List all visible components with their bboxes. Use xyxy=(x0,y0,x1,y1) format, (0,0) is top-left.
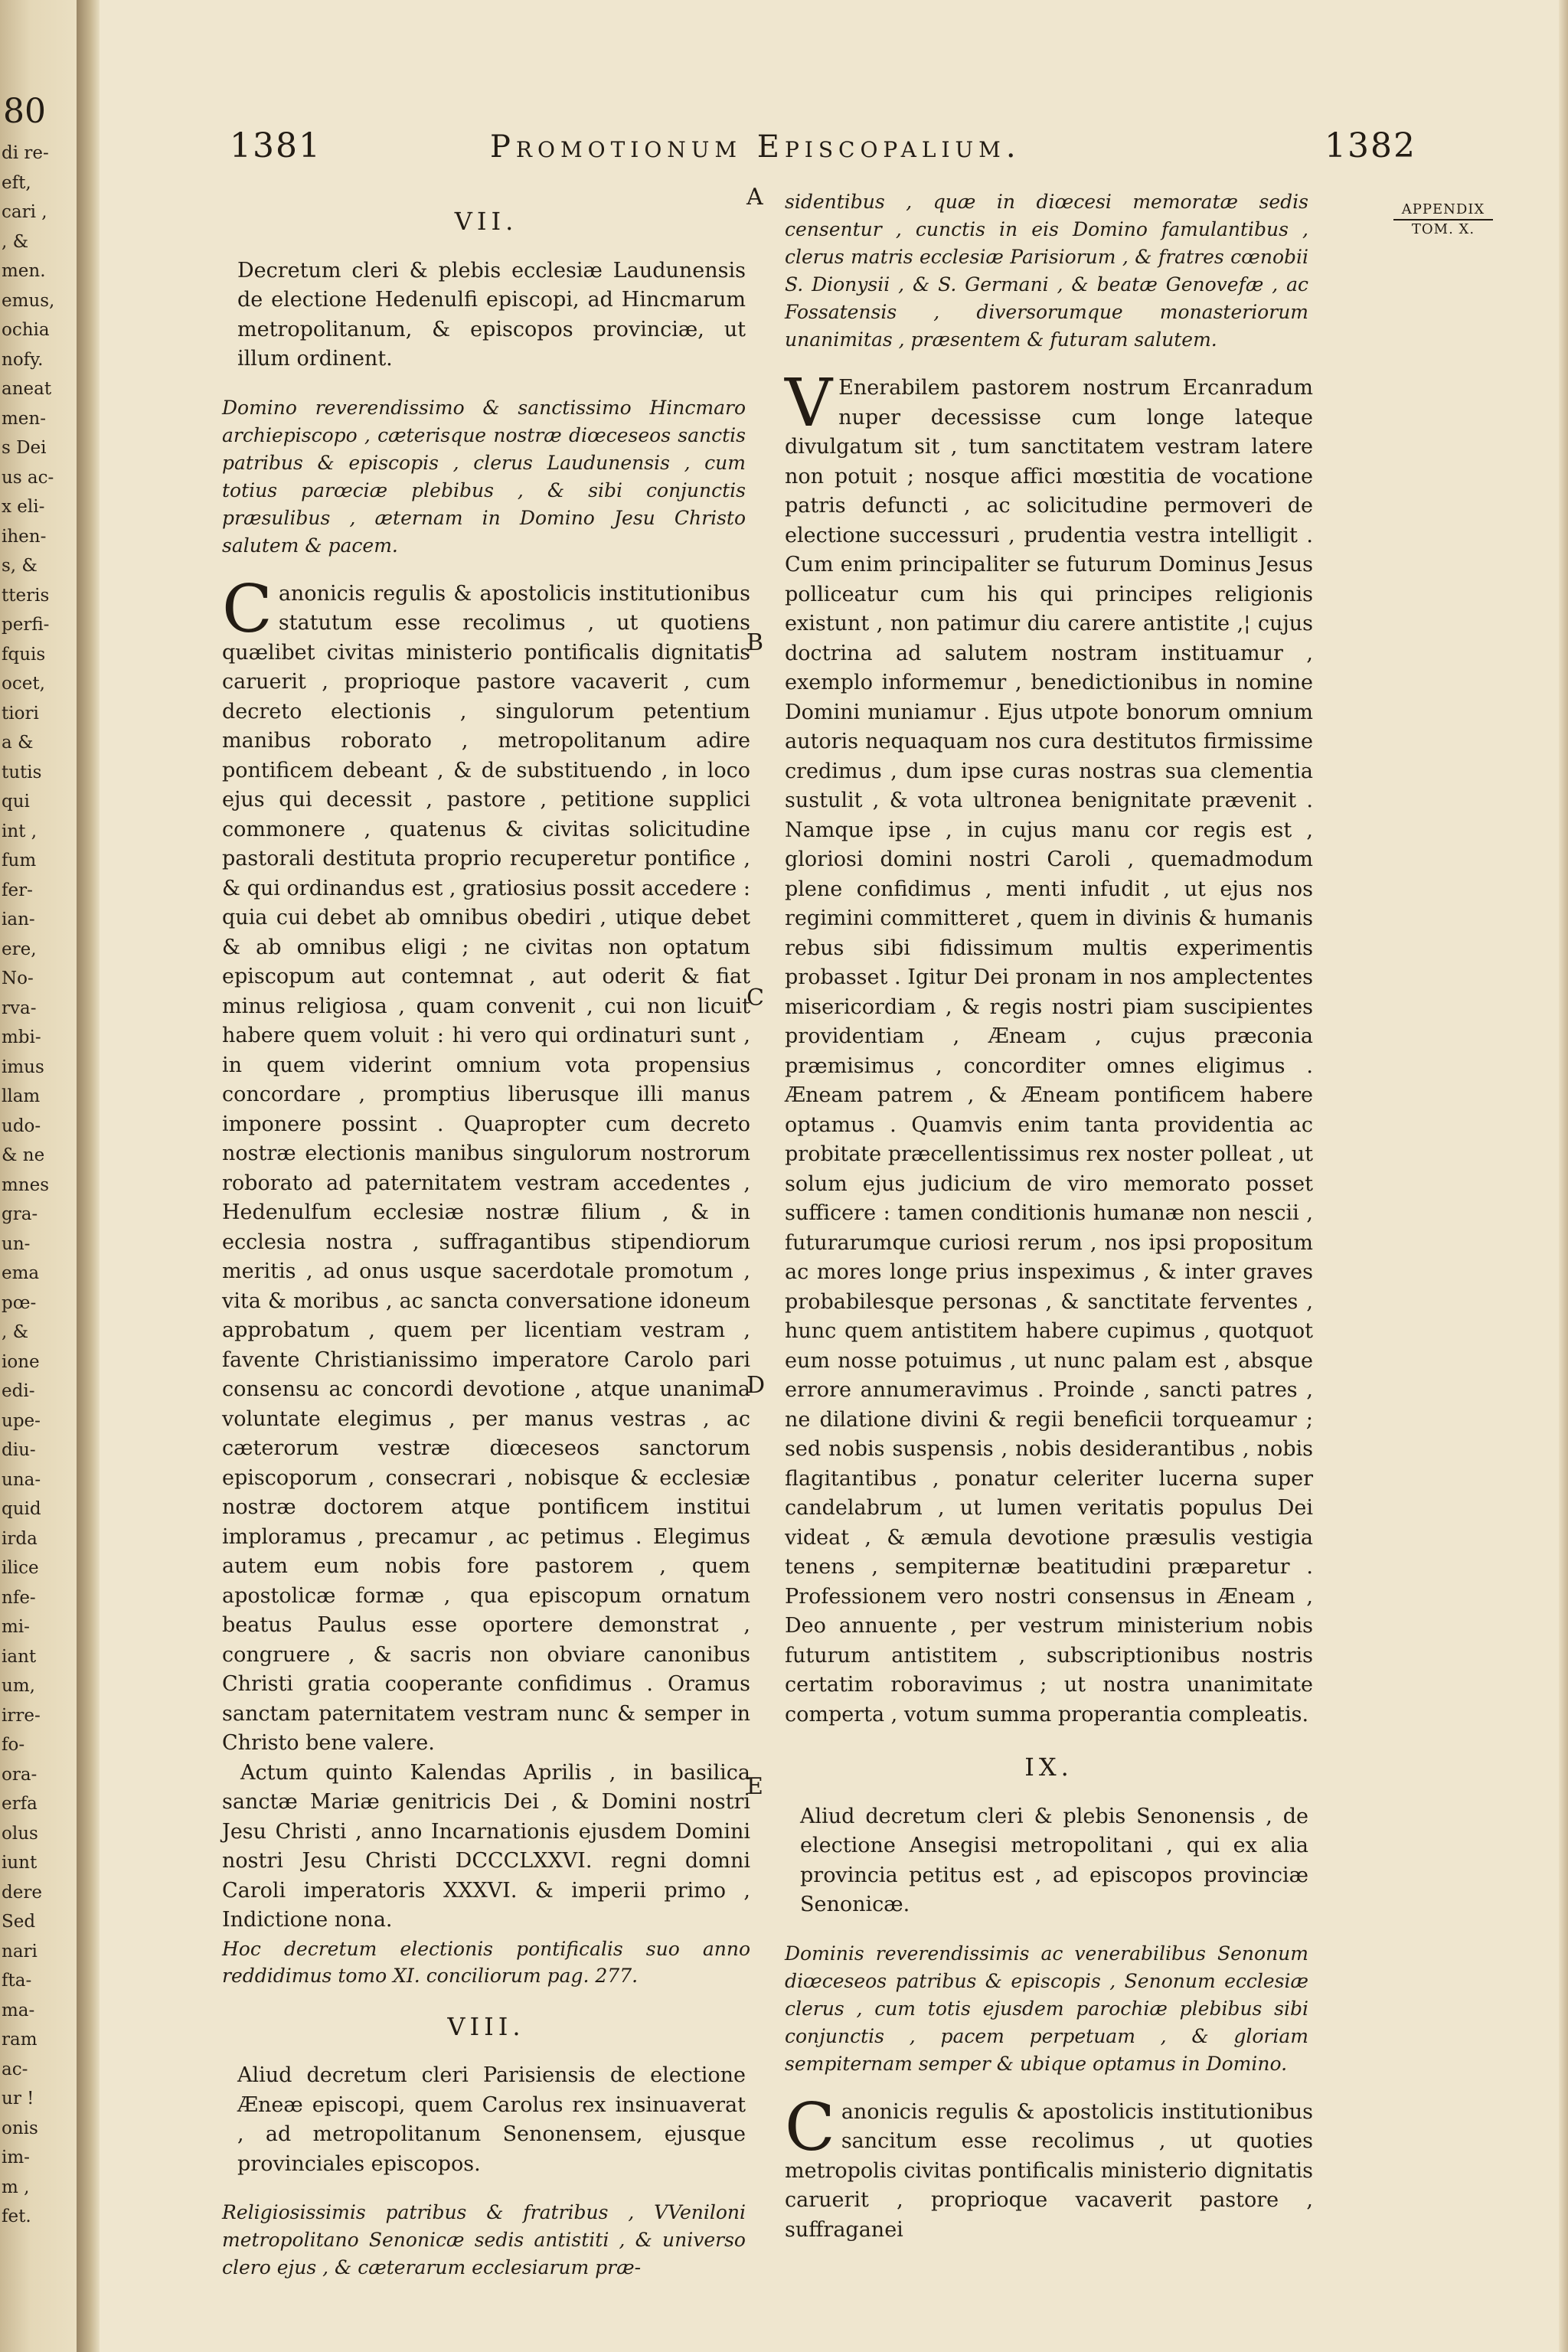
left-page-fragment: upe- xyxy=(2,1410,41,1431)
section-vii-salutation: Domino reverendissimo & sanctissimo Hincmaro archiepiscopo , cæterisque nostræ diœceseos sanctis patribus & episcopis , clerus Laudunensis , cum totius parœciæ plebibus , & sibi conjunctis præsulibus , æternam in Domino Jesu Christo salutem & pacem. xyxy=(222,396,746,557)
left-page-fragment: emus, xyxy=(2,290,55,311)
left-page-fragment: Sed xyxy=(2,1912,36,1932)
page-number-left: 1381 xyxy=(230,126,322,165)
left-page-fragment: iant xyxy=(2,1646,37,1667)
left-page-fragment: s, & xyxy=(2,556,38,576)
left-page-fragment: ione xyxy=(2,1351,40,1372)
left-page-fragment: ihen- xyxy=(2,526,47,547)
margin-letter-d: D xyxy=(746,1372,766,1399)
left-page-fragment: cari , xyxy=(2,202,47,222)
section-vii-body xyxy=(222,570,750,1759)
left-page-fragment: irda xyxy=(2,1528,38,1549)
margin-letter-e: E xyxy=(746,1773,763,1800)
left-page-fragment: mnes xyxy=(2,1174,50,1195)
left-page-fragment: udo- xyxy=(2,1116,41,1136)
appendix-line1: APPENDIX xyxy=(1393,201,1493,220)
left-page-fragment: dere xyxy=(2,1882,42,1903)
left-page-fragment: x eli- xyxy=(2,497,45,517)
left-page-fragment: ian- xyxy=(2,910,35,929)
left-column xyxy=(222,184,750,2301)
appendix-line2: TOM. X. xyxy=(1411,221,1475,237)
section-ix-body-text: anonicis regulis & apostolicis institutionibus sancitum esse recolimus , ut quoties metropolis civitas pontificalis ministerio dignitatis caruerit , proprioque vacaverit pastore , suffraganei xyxy=(785,2099,1313,2242)
page-header xyxy=(100,126,1568,180)
left-page-fragment: ram xyxy=(2,2030,38,2050)
margin-letter-b: B xyxy=(746,629,764,656)
left-page-fragment: di re- xyxy=(2,143,49,163)
left-page-number: 80 xyxy=(3,92,46,131)
section-viii-salutation: Religiosissimis patribus & fratribus , VVeniloni metropolitano Senonicæ sedis antistiti , & universo clero ejus , & cæterarum ecclesiarum præ- xyxy=(222,2201,746,2278)
left-page-fragment: fet. xyxy=(2,2207,31,2226)
left-page-fragment: tiori xyxy=(2,703,39,724)
left-page-fragment: nofy. xyxy=(2,349,44,370)
left-page-fragment: , & xyxy=(2,1322,29,1342)
left-page-fragment: llam xyxy=(2,1086,41,1106)
left-page-fragment: eft, xyxy=(2,172,31,193)
left-page-fragment: fquis xyxy=(2,644,46,665)
right-column xyxy=(785,184,1313,2245)
left-page-fragment: fer- xyxy=(2,880,33,900)
running-title: Promotionum Episcopalium. xyxy=(490,129,1021,165)
left-page-fragment: tutis xyxy=(2,762,42,782)
left-page-fragment: erfa xyxy=(2,1794,38,1814)
left-page-fragment: , & xyxy=(2,231,29,252)
section-viii-title: Aliud decretum cleri Parisiensis de electione Æneæ episcopi, quem Carolus rex insinuaverat , ad metropolitanum Senonensem, ejusque provinciales episcopos. xyxy=(237,2063,746,2176)
left-page-fragment: qui xyxy=(2,792,30,812)
left-page-fragment: No- xyxy=(2,969,34,988)
left-page-fragment: int , xyxy=(2,821,38,841)
section-vii-body-text: anonicis regulis & apostolicis institutionibus statutum esse recolimus , ut quotiens quælibet civitas ministerio pontificalis dignitatis caruerit , proprioque pastore vacaverit , cum decreto electionis , singulorum petentium manibus roborato , metropolitanum adire pontificem debeant , & de substituendo , in loco ejus qui decessit , pastore , petitione supplici commonere , quatenus & civitas solicitudine pastorali destituta proprio recuperetur pontifice , & qui ordinandus est , gratiosius possit accedere : quia cui debet ab omnibus obediri , utique debet & ab omnibus eligi ; ne civitas non optatum episcopum aut contemnat , aut oderit & fiat minus religiosa , quam convenit , cui non licuit habere quem voluit : hi vero qui ordinaturi sunt , in quem viderint omnium vota propensius concordare , promptius liberusque illi manus imponere possint . Quapropter cum decreto nostræ electionis manibus singulorum nostrorum roborato ad paternitatem vestram accedentes , Hedenulfum ecclesiæ nostræ filium , & in ecclesia nostra , suffragantibus stipendiorum meritis , ad onus usque sacerdotale promotum , vita & moribus , ac sancta conversatione idoneum approbatum , quem per licentiam vestram , favente Christianissimo imperatore Carolo pari consensu ac concordi devotione , atque unanima voluntate elegimus , per manus vestras , ac cæterorum vestræ diœceseos sanctorum episcoporum , consecrari , nobisque & ecclesiæ nostræ doctorem atque pontificem institui imploramus , precamur , ac petimus . Elegimus autem eum nobis fore pastorem , quem apostolicæ formæ , qua episcopum ornatum beatus Paulus esse oportere demonstrat , congruere , & sacris non obviare canonibus Christi gratia cooperante confidimus . Oramus sanctam paternitatem vestram nunc & semper in Christo bene valere. xyxy=(222,581,750,1755)
left-page-fragment: imus xyxy=(2,1057,44,1077)
left-page-fragment: edi- xyxy=(2,1381,35,1401)
section-ix-number: IX. xyxy=(1024,1753,1073,1782)
left-page-fragment: diu- xyxy=(2,1440,36,1460)
left-page-fragment: olus xyxy=(2,1823,38,1844)
left-page-fragment: mbi- xyxy=(2,1027,41,1047)
section-ix-body xyxy=(785,2089,1313,2246)
left-page-fragment: perfi- xyxy=(2,615,50,635)
left-page-fragment: & ne xyxy=(2,1145,45,1165)
left-page-fragment: ora- xyxy=(2,1764,38,1785)
section-viii-body xyxy=(785,365,1313,1730)
left-page-fragment: quid xyxy=(2,1499,41,1519)
left-page-fragment: us ac- xyxy=(2,467,54,488)
page-edge xyxy=(1559,0,1568,2352)
left-page-fragment: pœ- xyxy=(2,1292,37,1313)
left-page-fragment: um, xyxy=(2,1676,35,1696)
left-page-fragment: ur ! xyxy=(2,2089,34,2109)
left-page-fragment: ilice xyxy=(2,1558,39,1578)
left-page-fragment: men. xyxy=(2,261,46,281)
section-viii-salutation-continued: sidentibus , quæ in diœcesi memoratæ sedis censentur , cunctis in eis Domino famulantibus , clerus matris ecclesiæ Parisiorum , & fratres cœnobii S. Dionysii , & S. Germani , & beatæ Genovefæ , ac Fossatensis , diversorumque monasteriorum unanimitas , præsentem & futuram salutem. xyxy=(785,191,1308,351)
section-viii-body-text: Enerabilem pastorem nostrum Ercanradum nuper decessisse cum longe lateque divulgatum sit , tum sanctitatem vestram latere non potuit ; nosque affici mœstitia de vocatione patris defuncti , ac solicitudine permoveri de electione successuri , prudentia vestra intelligit . Cum enim principaliter se futurum Dominus Jesus polliceatur cum his qui principes religionis existunt , non patimur diu carere antistite ,¦ cujus doctrina ad salutem nostram instituamur , exemplo informemur , benedictionibus in nomine Domini muniamur . Ejus utpote bonorum omnium autoris nequaquam nos cura destitutos firmissime credimus , dum ipse curas nostras sua clementia sustulit , & vota ultronea benignitate prævenit . Namque ipse , in cujus manu cor regis est , gloriosi domini nostri Caroli , quemadmodum plene confidimus , menti infudit , ut ejus nos regimini committeret , quem in divinis & humanis rebus sibi fidissimum multis experimentis probasset . Igitur Dei pronam in nos amplectentes misericordiam , & regis nostri piam suscipientes providentiam , Æneam , cujus præconia præmisimus , concorditer omnes eligimus . Æneam patrem , & Æneam pontificem habere optamus . Quamvis enim tanta providentia ac probitate præcellentissimus rex noster polleat , ut solum ejus judicium de viro memorato posset sufficere : tamen conditionis humanæ non nescii , futurarumque curiosi rerum , nos ipsi propositum ac mores longe prius inspeximus , & inter graves probabilesque personas , & sanctitate ferventes , hunc quem antistitem habere cupimus , quotquot eum nosse potuimus , ut nunc palam est , absque errore annumeravimus . Proinde , sancti patres , ne dilatione divini & regii beneficii torqueamur ; sed nobis suspensis , nobis desiderantibus , nobis flagitantibus , ponatur celeriter lucerna super candelabrum , ut lumen veritatis populus Dei videat , & æmula devotione præsulis vestigia tenens , sempiternæ beatitudini præparetur . Professionem vero nostri consensus in Æneam , Deo annuente , per vestrum ministerium nobis futurum antistitem , subscriptionibus nostris certatim roboravimus ; ut nostra unanimitate comperta , votum summa properantia compleatis. xyxy=(785,376,1313,1726)
book-gutter xyxy=(77,0,100,2352)
dropcap: C xyxy=(785,2089,835,2166)
left-page-fragment: ochia xyxy=(2,320,50,340)
section-ix-salutation: Dominis reverendissimis ac venerabilibus Senonum diœceseos patribus & episcopis , Senonum ecclesiæ clerus , cum totis ejusdem parochiæ plebibus sibi conjunctis , pacem perpetuam , & gloriam sempiternam semper & ubique optamus in Domino. xyxy=(785,1942,1308,2075)
left-page-fragment: men- xyxy=(2,408,47,429)
left-page-fragment: ocet, xyxy=(2,674,45,694)
left-page-fragment: irre- xyxy=(2,1705,41,1726)
left-page-fragment: fta- xyxy=(2,1971,32,1991)
dropcap: V xyxy=(785,365,833,442)
left-page-fragment: s Dei xyxy=(2,438,47,458)
left-page-fragment: gra- xyxy=(2,1204,38,1224)
left-page-fragment: ma- xyxy=(2,2000,35,2020)
left-page-fragment: onis xyxy=(2,2118,38,2138)
left-page-fragment: ere, xyxy=(2,939,37,959)
left-page-fragment: iunt xyxy=(2,1853,38,1873)
dropcap: C xyxy=(222,570,273,648)
left-page-fragment: una- xyxy=(2,1469,41,1490)
left-page-fragment: ac- xyxy=(2,2059,28,2079)
section-vii-note: Hoc decretum electionis pontificalis suo anno reddidimus tomo XI. conciliorum pag. 277. xyxy=(222,1937,750,1987)
left-page-fragment: im- xyxy=(2,2148,30,2167)
book-page xyxy=(100,0,1568,2352)
left-page-fragment: m , xyxy=(2,2177,30,2197)
left-page-fragment: mi- xyxy=(2,1617,30,1637)
left-page-fragment: fum xyxy=(2,851,37,871)
left-page-fragment: tteris xyxy=(2,585,50,606)
section-vii-actum: Actum quinto Kalendas Aprilis , in basilica sanctæ Mariæ genitricis Dei , & Domini nostri Jesu Christi , anno Incarnationis ejusdem Domini nostri Jesu Christi DCCCLXXVI. regni domni Caroli imperatoris XXXVI. & imperii primo , Indictione nona. xyxy=(222,1760,750,1932)
left-page-fragment: nfe- xyxy=(2,1587,36,1608)
left-page-fragment: nari xyxy=(2,1941,38,1962)
left-page-fragment: un- xyxy=(2,1233,31,1254)
section-vii-number: VII. xyxy=(454,207,518,236)
section-ix-title: Aliud decretum cleri & plebis Senonensis , de electione Ansegisi metropolitani , qui ex alia provincia petitus est , ad episcopos provinciæ Senonicæ. xyxy=(800,1804,1308,1916)
margin-letter-a: A xyxy=(746,184,763,211)
section-vii-title: Decretum cleri & plebis ecclesiæ Laudunensis de electione Hedenulfi episcopi, ad Hincmarum metropolitanum, & episcopos provinciæ, ut illum ordinent. xyxy=(237,258,746,371)
left-page-fragment: aneat xyxy=(2,379,52,399)
left-page-fragment: a & xyxy=(2,733,34,753)
left-page-fragment: fo- xyxy=(2,1735,25,1755)
left-page-edge xyxy=(0,0,77,2352)
page-number-right: 1382 xyxy=(1325,126,1416,165)
section-viii-number: VIII. xyxy=(447,2011,525,2041)
left-page-fragment: rva- xyxy=(2,998,37,1018)
appendix-label xyxy=(1393,201,1493,239)
margin-letter-c: C xyxy=(746,985,764,1011)
left-page-fragment: ema xyxy=(2,1263,40,1283)
